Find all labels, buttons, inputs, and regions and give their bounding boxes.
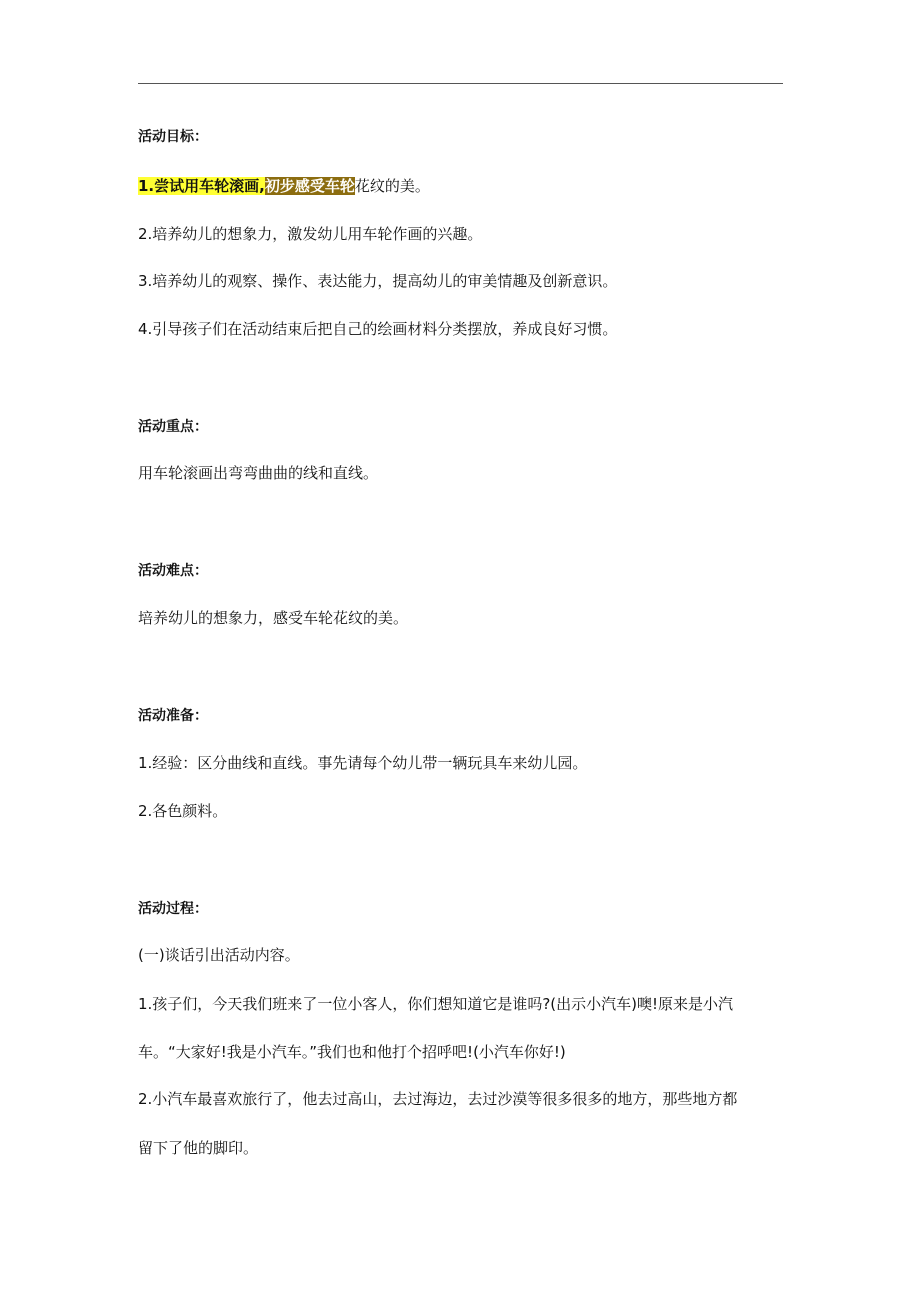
- goal-item-1-highlight-b: 初步感受车轮: [264, 177, 355, 195]
- preparation-heading: 活动准备：: [138, 708, 208, 724]
- goal-item-3: 3.培养幼儿的观察、操作、表达能力，提高幼儿的审美情趣及创新意识。: [138, 272, 618, 290]
- difficulty-heading: 活动难点：: [138, 563, 208, 579]
- goals-heading: 活动目标：: [138, 129, 208, 145]
- goal-item-4: 4.引导孩子们在活动结束后把自己的绘画材料分类摆放，养成良好习惯。: [138, 320, 618, 338]
- goal-item-1-highlight-a: 1.尝试用车轮滚画: [138, 177, 260, 195]
- process-heading: 活动过程：: [138, 901, 208, 917]
- goal-item-1-rest: 花纹的美。: [354, 177, 430, 195]
- process-paragraph-1-line-2: 车。“大家好!我是小汽车。”我们也和他打个招呼吧!(小汽车你好!): [138, 1043, 566, 1061]
- goal-item-1-comma: ,: [259, 177, 265, 195]
- process-section-1: (一)谈话引出活动内容。: [138, 946, 300, 964]
- process-paragraph-2-line-1: 2.小汽车最喜欢旅行了，他去过高山，去过海边，去过沙漠等很多很多的地方，那些地方都: [138, 1090, 738, 1108]
- process-paragraph-2-line-2: 留下了他的脚印。: [138, 1139, 259, 1157]
- difficulty-text: 培养幼儿的想象力，感受车轮花纹的美。: [138, 609, 409, 627]
- header-rule: [138, 83, 783, 84]
- process-paragraph-1-line-1: 1.孩子们，今天我们班来了一位小客人，你们想知道它是谁吗?(出示小汽车)噢!原来是小汽: [138, 995, 733, 1013]
- key-point-heading: 活动重点：: [138, 419, 208, 435]
- preparation-item-2: 2.各色颜料。: [138, 802, 228, 820]
- key-point-text: 用车轮滚画出弯弯曲曲的线和直线。: [138, 464, 379, 482]
- preparation-item-1: 1.经验：区分曲线和直线。事先请每个幼儿带一辆玩具车来幼儿园。: [138, 754, 588, 772]
- goal-item-2: 2.培养幼儿的想象力，激发幼儿用车轮作画的兴趣。: [138, 225, 483, 243]
- goal-item-1: [138, 176, 430, 196]
